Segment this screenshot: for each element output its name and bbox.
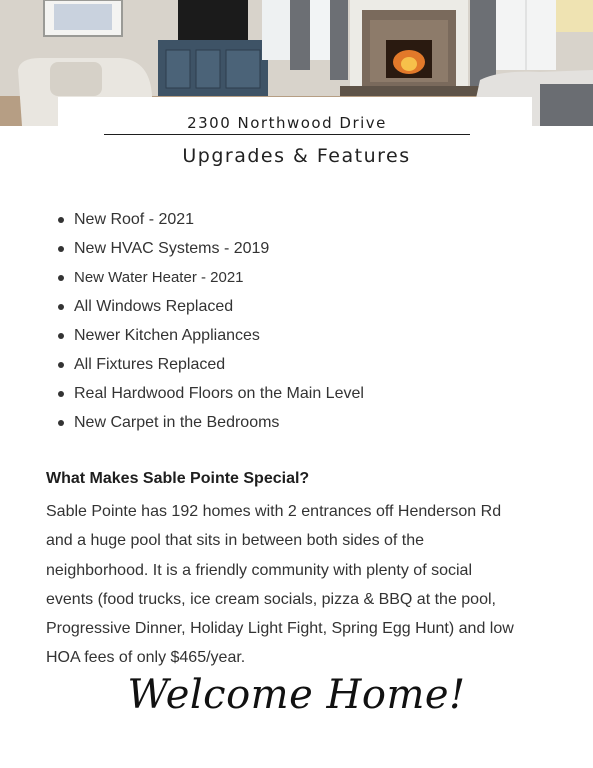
paragraph-line: events (food trucks, ice cream socials, pizza & BBQ at the pool, [46, 590, 496, 608]
page-title: 2300 Northwood Drive [104, 114, 470, 135]
list-item: All Windows Replaced [56, 292, 364, 321]
paragraph-line: HOA fees of only $465/year. [46, 649, 246, 667]
paragraph-line: Progressive Dinner, Holiday Light Fight, Spring Egg Hunt) and low [46, 620, 514, 638]
paragraph-line: and a huge pool that sits in between both sides of the [46, 532, 425, 550]
list-item: New Carpet in the Bedrooms [56, 408, 364, 437]
list-item: All Fixtures Replaced [56, 350, 364, 379]
section-heading: What Makes Sable Pointe Special? [46, 470, 310, 487]
list-item: Newer Kitchen Appliances [56, 321, 364, 350]
list-item: New Water Heater - 2021 [56, 263, 364, 292]
community-description [46, 497, 546, 673]
page-subtitle: Upgrades & Features [182, 145, 411, 167]
list-item: Real Hardwood Floors on the Main Level [56, 379, 364, 408]
paragraph-line: Sable Pointe has 192 homes with 2 entrances off Henderson Rd [46, 503, 502, 520]
features-list [56, 205, 364, 437]
list-item: New HVAC Systems - 2019 [56, 234, 364, 263]
list-item: New Roof - 2021 [56, 205, 364, 234]
welcome-signature: Welcome Home! [127, 672, 466, 718]
paragraph-line: neighborhood. It is a friendly community with plenty of social [46, 561, 472, 579]
